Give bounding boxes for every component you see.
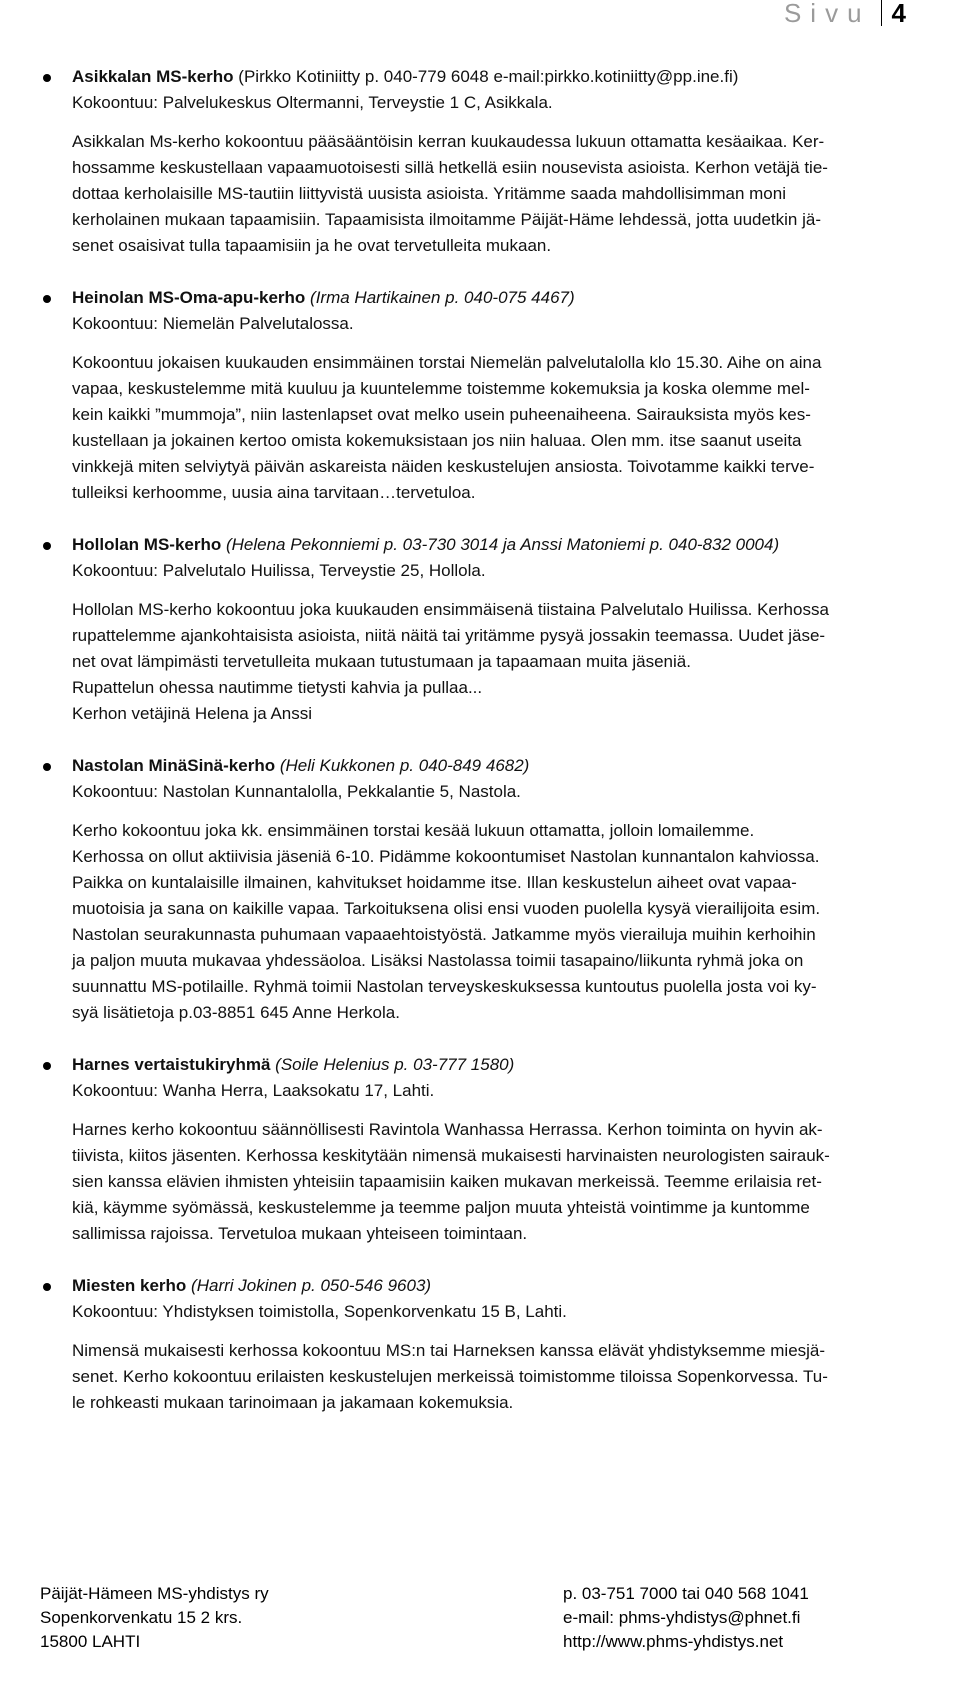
club-name: Asikkalan MS-kerho (72, 67, 234, 86)
footer-line: Sopenkorvenkatu 15 2 krs. (40, 1608, 243, 1627)
club-description (40, 129, 895, 259)
club-name: Hollolan MS-kerho (72, 535, 222, 554)
footer-phone: p. 03-751 7000 tai 040 568 1041 (563, 1584, 809, 1603)
club-heading (40, 532, 895, 558)
club-entry-harnes (40, 1052, 895, 1247)
club-entry-hollola (40, 532, 895, 727)
footer-line: 15800 LAHTI (40, 1632, 141, 1651)
description-line: Hollolan MS-kerho kokoontuu joka kuukauden ensimmäisenä tiistaina Palvelutalo Huilissa. Kerhossa (72, 600, 829, 619)
footer-website: http://www.phms-yhdistys.net (563, 1632, 784, 1651)
description-line: le rohkeasti mukaan tarinoimaan ja jakamaan kokemuksia. (72, 1393, 514, 1412)
club-heading (40, 1273, 895, 1299)
description-line: tulleiksi kerhoomme, uusia aina tarvitaan…tervetuloa. (72, 483, 476, 502)
description-line: rupattelemme ajankohtaisista asioista, niitä näitä tai yritämme pysyä jossakin teemassa. Uudet jäse- (72, 626, 826, 645)
club-list (40, 64, 895, 1442)
description-line: Kerhossa on ollut aktiivisia jäseniä 6-10. Pidämme kokoontumiset Nastolan kunnantalon kahviossa. (72, 847, 820, 866)
description-line: sien kanssa elävien ihmisten yhteisiin tapaamisiin kaiken mukavan merkeissä. Teemme erilaisia ret- (72, 1172, 822, 1191)
club-heading (40, 64, 895, 90)
description-line: vapaa, keskustelemme mitä kuuluu ja kuuntelemme toistemme kokemuksia ja koska olemme mel- (72, 379, 810, 398)
description-line: senet. Kerho kokoontuu erilaisten keskustelujen merkeissä toimistomme tiloissa Sopenkorvessa. Tu- (72, 1367, 828, 1386)
club-address: Kokoontuu: Palvelukeskus Oltermanni, Terveystie 1 C, Asikkala. (72, 93, 553, 112)
page-number: 4 (891, 0, 906, 28)
club-entry-nastola (40, 753, 895, 1026)
description-line: Paikka on kuntalaisille ilmainen, kahvitukset hoidamme itse. Illan keskustelun aiheet ovat vapaa- (72, 873, 797, 892)
description-line: senet osaisivat tulla tapaamisiin ja he ovat tervetulleita mukaan. (72, 236, 552, 255)
club-address: Kokoontuu: Nastolan Kunnantalolla, Pekkalantie 5, Nastola. (72, 782, 521, 801)
bullet-icon (43, 1062, 51, 1070)
club-heading (40, 285, 895, 311)
club-name: Heinolan MS-Oma-apu-kerho (72, 288, 306, 307)
footer-contact (563, 1582, 809, 1654)
club-contact: (Pirkko Kotiniitty p. 040-779 6048 e-mail:pirkko.kotiniitty@pp.ine.fi) (238, 67, 739, 86)
club-entry-miesten (40, 1273, 895, 1416)
bullet-icon (43, 74, 51, 82)
description-line: kiä, käymme syömässä, keskustelemme ja teemme paljon muuta yhteistä vointimme ja kuntomme (72, 1198, 810, 1217)
club-description (40, 818, 895, 1026)
description-line: dottaa kerholaisille MS-tautiin liittyvistä uusista asioista. Yritämme saada mahdollisimman moni (72, 184, 786, 203)
description-line: Harnes kerho kokoontuu säännöllisesti Ravintola Wanhassa Herrassa. Kerhon toiminta on hyvin ak- (72, 1120, 823, 1139)
description-line: ja paljon muuta mukavaa yhdessäoloa. Lisäksi Nastolassa toimii tasapaino/liikunta ryhmä joka on (72, 951, 804, 970)
club-description (40, 350, 895, 506)
description-line: hossamme keskustellaan vapaamuotoisesti sillä hetkellä esiin nousevista asioista. Kerhon vetäjä tie- (72, 158, 828, 177)
club-description (40, 1117, 895, 1247)
description-line: kerholainen mukaan tapaamisiin. Tapaamisista ilmoitamme Päijät-Häme lehdessä, jotta uudetkin jä- (72, 210, 822, 229)
club-contact: (Heli Kukkonen p. 040-849 4682) (279, 756, 530, 775)
description-line: tiivista, kiitos jäsenten. Kerhossa keskitytään nimensä mukaisesti harvinaisten neurologisten sairauk- (72, 1146, 830, 1165)
description-line: net ovat lämpimästi tervetulleita mukaan tutustumaan ja tapaamaan muita jäseniä. (72, 652, 691, 671)
club-heading (40, 753, 895, 779)
description-line: kustellaan ja jokainen kertoo omista kokemuksistaan jos niin haluaa. Olen mm. itse saanut useita (72, 431, 802, 450)
description-line: Nimensä mukaisesti kerhossa kokoontuu MS:n tai Harneksen kanssa elävät yhdistyksemme miesjä- (72, 1341, 826, 1360)
footer-organization (40, 1582, 269, 1654)
club-description (40, 597, 895, 727)
header-divider (881, 0, 882, 26)
footer-line: Päijät-Hämeen MS-yhdistys ry (40, 1584, 269, 1603)
description-line: muotoisia ja sana on kaikille vapaa. Tarkoituksena olisi ensi vuoden puolella kysyä vierailijoita esim. (72, 899, 821, 918)
club-address: Kokoontuu: Yhdistyksen toimistolla, Sopenkorvenkatu 15 B, Lahti. (72, 1302, 567, 1321)
club-name: Nastolan MinäSinä-kerho (72, 756, 276, 775)
club-address: Kokoontuu: Niemelän Palvelutalossa. (72, 314, 354, 333)
club-name: Harnes vertaistukiryhmä (72, 1055, 271, 1074)
bullet-icon (43, 763, 51, 771)
description-line: Rupattelun ohessa nautimme tietysti kahvia ja pullaa... (72, 678, 483, 697)
description-line: Kokoontuu jokaisen kuukauden ensimmäinen torstai Niemelän palvelutalolla klo 15.30. Aihe on aina (72, 353, 822, 372)
club-entry-asikkala (40, 64, 895, 259)
bullet-icon (43, 542, 51, 550)
description-line: syä lisätietoja p.03-8851 645 Anne Herkola. (72, 1003, 400, 1022)
club-entry-heinola (40, 285, 895, 506)
club-heading (40, 1052, 895, 1078)
description-line: kein kaikki ”mummoja”, niin lastenlapset ovat melko usein puheenaiheena. Sairauksista myös kes- (72, 405, 811, 424)
description-line: suunnattu MS-potilaille. Ryhmä toimii Nastolan terveyskeskuksessa kuntoutus puolella josta voi ky- (72, 977, 817, 996)
club-contact: (Irma Hartikainen p. 040-075 4467) (310, 288, 575, 307)
description-line: Nastolan seurakunnasta puhumaan vapaaehtoistyöstä. Jatkamme myös vierailuja muihin kerhoihin (72, 925, 816, 944)
club-address: Kokoontuu: Palvelutalo Huilissa, Terveystie 25, Hollola. (72, 561, 486, 580)
club-contact: (Harri Jokinen p. 050-546 9603) (191, 1276, 432, 1295)
club-description (40, 1338, 895, 1416)
description-line: Kerho kokoontuu joka kk. ensimmäinen torstai kesää lukuun ottamatta, jolloin lomailemme. (72, 821, 755, 840)
club-contact: (Soile Helenius p. 03-777 1580) (275, 1055, 515, 1074)
description-line: vinkkejä miten selviytyä päivän askareista näiden keskustelujen ansiosta. Toivotamme kaikki terve- (72, 457, 815, 476)
description-line: Asikkalan Ms-kerho kokoontuu pääsääntöisin kerran kuukaudessa lukuun ottamatta kesäaikaa. Ker- (72, 132, 825, 151)
bullet-icon (43, 1283, 51, 1291)
description-line: Kerhon vetäjinä Helena ja Anssi (72, 704, 313, 723)
bullet-icon (43, 295, 51, 303)
description-line: sallimissa rajoissa. Tervetuloa mukaan yhteiseen toimintaan. (72, 1224, 528, 1243)
club-address: Kokoontuu: Wanha Herra, Laaksokatu 17, Lahti. (72, 1081, 435, 1100)
club-contact: (Helena Pekonniemi p. 03-730 3014 ja Anssi Matoniemi p. 040-832 0004) (225, 535, 780, 554)
footer-email: e-mail: phms-yhdistys@phnet.fi (563, 1608, 801, 1627)
page-label: Sivu (783, 0, 871, 28)
club-name: Miesten kerho (72, 1276, 187, 1295)
page-header (784, 0, 906, 30)
